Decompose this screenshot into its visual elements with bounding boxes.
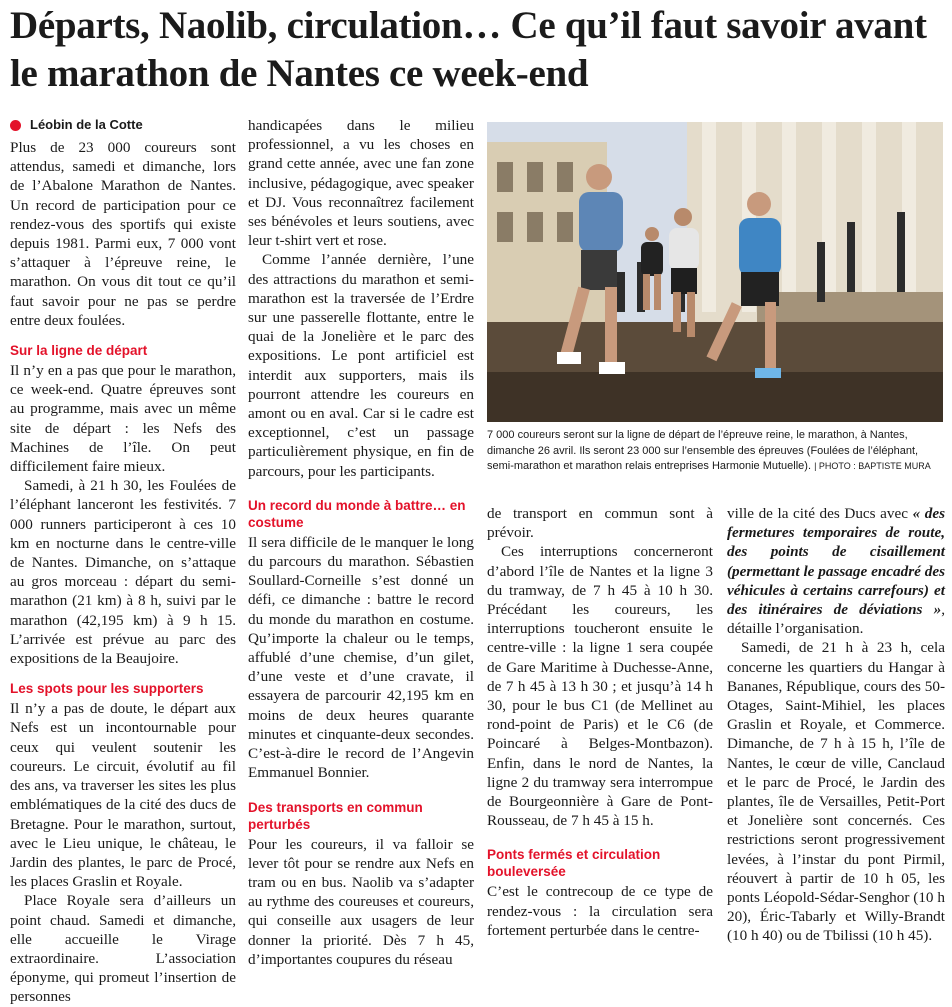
paragraph-with-quote — [727, 504, 945, 638]
paragraph: Pour les coureurs, il va falloir se lever tôt pour se rendre aux Nefs en tram ou en bus. Naolib va s’adapter au rythme des coureuses et coureurs, qui conseille aux usagers de leur donner la priorité. Dès 7 h 45, d’importantes coupures du réseau — [248, 835, 474, 968]
paragraph: de transport en commun sont à prévoir. — [487, 505, 713, 542]
caption-text: 7 000 coureurs seront sur la ligne de départ de l’épreuve reine, le marathon, à Nantes, dimanche 26 avril. Ils seront 23 000 sur l’ensemble des épreuves (Foulées de l’éléphant, semi-marathon et marathon relais entreprises Harmonie Mutuelle). — [487, 429, 919, 472]
photo-credit: | PHOTO : BAPTISTE MURA — [814, 461, 931, 471]
subheading-depart: Sur la ligne de départ — [10, 343, 148, 359]
runners-illustration — [487, 122, 943, 422]
column-4 — [727, 504, 945, 946]
paragraph: Il n’y a pas de doute, le départ aux Nefs est un incontournable pour ceux qui veulent soutenir les coureurs. Le circuit, évolutif au fil des ans, va traverser les sites les plus emblématiques de la cité des ducs de Bretagne. Pour le marathon, surtout, avec le Lieu unique, le château, le Jardin des plantes, le parc de Procé, les places Graslin et Royale. — [10, 700, 236, 891]
subheading-transports: Des transports en commun perturbés — [248, 799, 423, 832]
quote-outro: , détaille l’organisation. — [727, 601, 945, 638]
author-name[interactable]: Léobin de la Cotte — [30, 117, 143, 132]
quote-intro: ville de la cité des Ducs avec — [727, 505, 908, 522]
author-dot-icon — [10, 120, 21, 131]
column-1 — [10, 116, 236, 1007]
paragraph: Il n’y en a pas que pour le marathon, ce week-end. Quatre épreuves sont au programme, mais avec un même site de départ : les Nefs des Machines de l’île. On peut difficilement faire mieux. — [10, 362, 236, 476]
paragraph: C’est le contrecoup de ce type de rendez-vous : la circulation sera fortement perturbée dans le centre- — [487, 883, 713, 939]
organisation-quote: « des fermetures temporaires de route, des points de cisaillement (permettant le passage encadré des véhicules à certains carrefours) et des itinéraires de déviations » — [727, 505, 946, 619]
paragraph: Place Royale sera d’ailleurs un point chaud. Samedi et dimanche, elle accueille le Virage extraordinaire. L’association éponyme, qui promeut l’insertion de personnes — [10, 892, 236, 1006]
paragraph: Ces interruptions concerneront d’abord l’île de Nantes et la ligne 3 du tramway, de 7 h 45 à 10 h 30. Précédant les coureurs, les interruptions toucheront ensuite le centre-ville : la ligne 1 sera coupée de Gare Maritime à Duchesse-Anne, de 7 h 45 à 13 h 30 ; et jusqu’à 14 h 30, pour le bus C1 (de Mellinet au rond-point de Paris) et le C6 (de Poincaré à Belges-Montbazon). Enfin, dans le nord de Nantes, la ligne 2 du tramway sera interrompue de Bourgeonnière à Gare de Pont-Rousseau, de 7 h 45 à 15 h. — [487, 543, 713, 830]
byline — [10, 116, 236, 134]
paragraph: handicapées dans le milieu professionnel, a vu les choses en grand cette année, avec une fan zone inclusive, pédagogique, avec speaker et DJ. Vous reconnaîtrez facilement ses bénévoles et leurs soutiens, avec leur t-shirt vert et rose. — [248, 117, 474, 250]
column-3 — [487, 504, 713, 940]
photo-caption — [487, 428, 943, 475]
column-2 — [248, 116, 474, 969]
subheading-supporters: Les spots pour les supporters — [10, 681, 204, 697]
paragraph: Samedi, de 21 h à 23 h, cela concerne les quartiers du Hangar à Bananes, République, cours des 50-Otages, Saint-Mihiel, les places Graslin et Royale, et Commerce. Dimanche, de 7 h à 15 h, l’île de Nantes, le cœur de ville, Canclaud et le parc de Procé, le Jardin des plantes, île de Versailles, Petit-Port et Jonelière sont concernés. Ces restrictions seront progressivement levées, à l’instar du pont Pirmil, réouvert à partir de 10 h 05, les ponts Léopold-Sédar-Senghor (10 h 20), Éric-Tabarly et Willy-Brandt (10 h 40) ou de Tbilissi (10 h 45). — [727, 639, 945, 945]
subheading-record: Un record du monde à battre… en costume — [248, 497, 466, 530]
marathon-photo — [487, 122, 943, 422]
paragraph: Comme l’année dernière, l’une des attractions du marathon et semi-marathon est la traversée de l’Erdre sur une passerelle flottante, entre le quai de la Jonelière et le parc des expositions. Le pont artificiel est interdit aux supporters, mais ils pourront attendre les coureurs en amont ou en aval. Car si le cadre est exceptionnel, c’est un passage particulièrement physique, en fin de parcours, pour les participants. — [248, 251, 474, 480]
lead-paragraph: Plus de 23 000 coureurs sont attendus, samedi et dimanche, lors de l’Abalone Marathon de Nantes. Un record de participation pour ce rendez-vous des sportifs qui existe depuis 1981. Parmi eux, 7 000 vont s’attaquer à l’épreuve reine, le marathon. On vous dit tout ce qu’il faut savoir pour ne pas se perdre entre deux foulées. — [10, 139, 236, 329]
subheading-ponts: Ponts fermés et circulation bouleversée — [487, 847, 661, 880]
paragraph: Samedi, à 21 h 30, les Foulées de l’éléphant lanceront les festivités. 7 000 runners participeront à ces 10 km en nocturne dans le centre-ville de Nantes. Dimanche, on s’attaque au gros morceau : départ du semi-marathon (21 km) à 8 h, suivi par le marathon (42,195 km) à 9 h 15. L’arrivée est prévue au parc des expositions de la Beaujoire. — [10, 477, 236, 668]
paragraph: Il sera difficile de le manquer le long du parcours du marathon. Sébastien Soullard-Corneille s’est donné un défi, ce dimanche : battre le record du monde du marathon en costume. Qu’importe la chaleur ou le temps, affublé d’une chemise, d’un gilet, d’une veste et d’une cravate, il essayera de parcourir 42,195 km en moins de deux heures quarante minutes et cinquante-deux secondes. C’est-à-dire le record de l’Angevin Emmanuel Bonnier. — [248, 533, 474, 782]
article-title: Départs, Naolib, circulation… Ce qu’il faut savoir avant le marathon de Nantes ce week-end — [10, 4, 927, 95]
